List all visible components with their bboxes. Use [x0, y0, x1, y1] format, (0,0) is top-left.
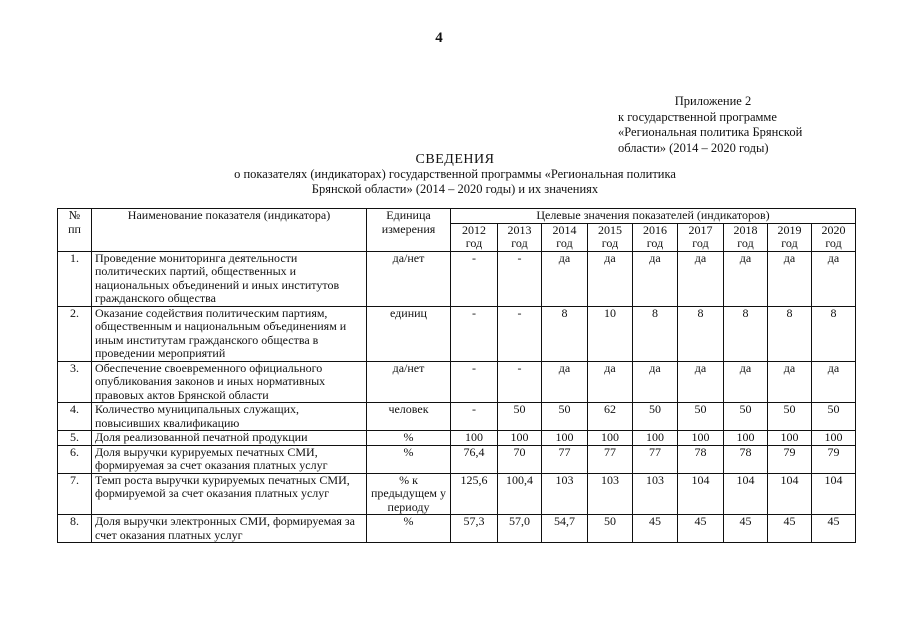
target-value-cell: 77: [542, 445, 588, 473]
row-number: 2.: [58, 306, 92, 361]
target-value-cell: -: [451, 306, 498, 361]
table-row: [58, 431, 856, 446]
header-year-suffix: год: [511, 236, 528, 250]
target-value-cell: да: [588, 361, 633, 403]
target-value-cell: 50: [678, 403, 724, 431]
target-value-cell: 70: [498, 445, 542, 473]
target-value-cell: 103: [633, 473, 678, 515]
header-year-suffix: год: [465, 236, 483, 250]
indicator-name: Доля выручки электронных СМИ, формируемая за счет оказания платных услуг: [92, 515, 367, 543]
table-row: [58, 361, 856, 403]
header-year-suffix: год: [556, 236, 573, 250]
target-value-cell: 45: [812, 515, 856, 543]
target-value-cell: -: [498, 251, 542, 306]
target-value-cell: 103: [588, 473, 633, 515]
target-value-cell: 8: [633, 306, 678, 361]
header-year: [768, 223, 812, 251]
header-year-value: 2018: [733, 222, 758, 237]
target-value-cell: 8: [768, 306, 812, 361]
target-value-cell: -: [498, 306, 542, 361]
target-value-cell: 76,4: [451, 445, 498, 473]
target-value-cell: -: [451, 403, 498, 431]
target-value-cell: 125,6: [451, 473, 498, 515]
target-value-cell: 104: [768, 473, 812, 515]
target-value-cell: 100: [633, 431, 678, 446]
header-indicator-name: Наименование показателя (индикатора): [92, 209, 367, 252]
row-number: 4.: [58, 403, 92, 431]
appendix-line: к государственной программе: [618, 109, 777, 124]
title-line: Брянской области» (2014 – 2020 годы) и их значениях: [311, 182, 599, 196]
target-value-cell: 50: [542, 403, 588, 431]
header-year-value: 2015: [598, 222, 622, 237]
row-number: 8.: [58, 515, 92, 543]
row-number: 6.: [58, 445, 92, 473]
target-value-cell: 8: [542, 306, 588, 361]
target-value-cell: 8: [812, 306, 856, 361]
header-target-values: Целевые значения показателей (индикаторов): [451, 209, 856, 224]
target-value-cell: 100: [724, 431, 768, 446]
target-value-cell: 45: [724, 515, 768, 543]
target-value-cell: 79: [768, 445, 812, 473]
target-value-cell: 50: [768, 403, 812, 431]
table-header: [58, 209, 856, 252]
indicator-name: Обеспечение своевременного официального опубликования законов и иных нормативных правовых актов Брянской области: [92, 361, 367, 403]
header-year: [451, 223, 498, 251]
indicator-unit: единиц: [367, 306, 451, 361]
row-number: 7.: [58, 473, 92, 515]
header-year: [633, 223, 678, 251]
header-year-suffix: год: [601, 236, 619, 250]
target-value-cell: да: [588, 251, 633, 306]
indicator-name: Темп роста выручки курируемых печатных СМИ, формируемой за счет оказания платных услуг: [92, 473, 367, 515]
target-value-cell: 103: [542, 473, 588, 515]
target-value-cell: 54,7: [542, 515, 588, 543]
table-row: [58, 445, 856, 473]
target-value-cell: 78: [724, 445, 768, 473]
appendix-line: «Региональная политика Брянской: [618, 125, 803, 139]
indicator-unit: человек: [367, 403, 451, 431]
document-title: [190, 152, 720, 197]
target-value-cell: да: [724, 251, 768, 306]
table-row: [58, 306, 856, 361]
header-year-value: 2016: [643, 222, 667, 237]
target-value-cell: да: [768, 361, 812, 403]
target-value-cell: да: [633, 361, 678, 403]
target-value-cell: 104: [724, 473, 768, 515]
indicator-unit: да/нет: [367, 251, 451, 306]
target-value-cell: 50: [812, 403, 856, 431]
target-value-cell: 100: [451, 431, 498, 446]
indicator-name: Проведение мониторинга деятельности политических партий, общественных и национальных объединений и иных институтов гражданского общества: [92, 251, 367, 306]
appendix-line: области» (2014 – 2020 годы): [618, 140, 769, 155]
header-unit-line: Единица: [386, 208, 431, 222]
target-value-cell: 100: [542, 431, 588, 446]
target-value-cell: да: [542, 251, 588, 306]
row-number: 5.: [58, 431, 92, 446]
target-value-cell: да: [678, 251, 724, 306]
target-value-cell: 45: [678, 515, 724, 543]
target-value-cell: 50: [724, 403, 768, 431]
target-value-cell: 100: [588, 431, 633, 446]
target-value-cell: 79: [812, 445, 856, 473]
indicator-unit: %: [367, 431, 451, 446]
target-value-cell: да: [768, 251, 812, 306]
target-value-cell: да: [812, 361, 856, 403]
target-value-cell: -: [451, 251, 498, 306]
header-year-suffix: год: [737, 236, 754, 250]
indicator-name: Доля реализованной печатной продукции: [92, 431, 367, 446]
appendix-note: [618, 94, 848, 156]
target-value-cell: 50: [588, 515, 633, 543]
target-value-cell: 104: [678, 473, 724, 515]
target-value-cell: 45: [768, 515, 812, 543]
target-value-cell: 100: [812, 431, 856, 446]
target-value-cell: да: [542, 361, 588, 403]
header-year: [588, 223, 633, 251]
header-number-line: пп: [68, 221, 81, 236]
indicator-unit: %: [367, 515, 451, 543]
target-value-cell: 62: [588, 403, 633, 431]
target-value-cell: 50: [633, 403, 678, 431]
target-value-cell: 57,3: [451, 515, 498, 543]
indicators-table: [57, 208, 856, 543]
target-value-cell: 100,4: [498, 473, 542, 515]
indicator-unit: % к предыдущем у периоду: [367, 473, 451, 515]
table-row: [58, 403, 856, 431]
target-value-cell: да: [812, 251, 856, 306]
header-number: [58, 209, 92, 252]
table-row: [58, 515, 856, 543]
header-year-value: 2012: [462, 222, 486, 237]
header-year-value: 2017: [688, 222, 713, 237]
header-year: [542, 223, 588, 251]
header-year-suffix: год: [825, 236, 842, 250]
indicator-name: Доля выручки курируемых печатных СМИ, формируемая за счет оказания платных услуг: [92, 445, 367, 473]
indicator-unit: %: [367, 445, 451, 473]
target-value-cell: 8: [724, 306, 768, 361]
appendix-line: Приложение 2: [674, 94, 752, 108]
target-value-cell: 77: [633, 445, 678, 473]
target-value-cell: 8: [678, 306, 724, 361]
title-heading: СВЕДЕНИЯ: [415, 152, 495, 167]
table-body: [58, 251, 856, 543]
target-value-cell: 100: [678, 431, 724, 446]
header-year: [724, 223, 768, 251]
title-line: о показателях (индикаторах) государственной программы «Региональная политика: [234, 167, 676, 181]
row-number: 3.: [58, 361, 92, 403]
target-value-cell: да: [724, 361, 768, 403]
target-value-cell: 78: [678, 445, 724, 473]
header-number-line: №: [68, 208, 81, 222]
table-row: [58, 251, 856, 306]
header-year-value: 2014: [552, 222, 577, 237]
target-value-cell: 50: [498, 403, 542, 431]
header-year-suffix: год: [781, 236, 798, 250]
header-year: [678, 223, 724, 251]
header-unit: [367, 209, 451, 252]
indicator-name: Оказание содействия политическим партиям, общественным и национальным объединениям и иным институтам гражданского общества в проведении мероприятий: [92, 306, 367, 361]
target-value-cell: 10: [588, 306, 633, 361]
target-value-cell: -: [451, 361, 498, 403]
target-value-cell: 77: [588, 445, 633, 473]
row-number: 1.: [58, 251, 92, 306]
header-year-value: 2019: [777, 222, 802, 237]
header-year-suffix: год: [692, 236, 709, 250]
indicator-name: Количество муниципальных служащих, повысивших квалификацию: [92, 403, 367, 431]
page-number: 4: [435, 30, 443, 46]
indicator-unit: да/нет: [367, 361, 451, 403]
target-value-cell: 57,0: [498, 515, 542, 543]
header-year-suffix: год: [646, 236, 664, 250]
header-year: [812, 223, 856, 251]
target-value-cell: да: [633, 251, 678, 306]
target-value-cell: 45: [633, 515, 678, 543]
header-year: [498, 223, 542, 251]
header-year-value: 2020: [821, 222, 846, 237]
table-row: [58, 473, 856, 515]
header-year-value: 2013: [507, 222, 532, 237]
header-unit-line: измерения: [381, 221, 436, 236]
target-value-cell: -: [498, 361, 542, 403]
target-value-cell: 100: [498, 431, 542, 446]
target-value-cell: 100: [768, 431, 812, 446]
target-value-cell: да: [678, 361, 724, 403]
target-value-cell: 104: [812, 473, 856, 515]
